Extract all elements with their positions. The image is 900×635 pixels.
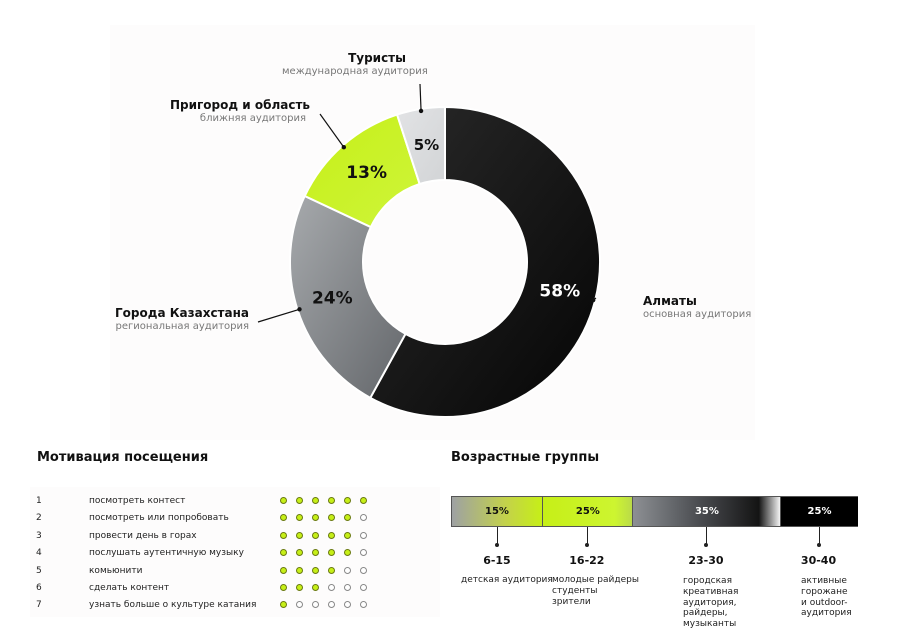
age-description-line: зрители bbox=[552, 596, 591, 607]
label-suburb bbox=[170, 98, 311, 126]
age-description-line: студенты bbox=[552, 585, 598, 596]
score-dot-filled bbox=[312, 584, 319, 591]
slice-subtitle: ближняя аудитория bbox=[199, 113, 306, 124]
slice-percent-label: 13% bbox=[346, 163, 387, 184]
age-description-line: райдеры, bbox=[683, 608, 728, 619]
score-dot-filled bbox=[344, 549, 351, 556]
donut-slices bbox=[290, 107, 600, 417]
age-range: 23-30 bbox=[688, 554, 724, 567]
motivation-number: 4 bbox=[36, 548, 42, 559]
age-percent: 25% bbox=[575, 506, 600, 517]
score-dot-empty bbox=[360, 549, 367, 556]
score-dot-filled bbox=[280, 549, 287, 556]
age-tick bbox=[497, 527, 498, 544]
score-dot-filled bbox=[296, 549, 303, 556]
score-dot-empty bbox=[328, 584, 335, 591]
age-description bbox=[801, 576, 852, 619]
age-description bbox=[683, 576, 738, 630]
score-dot-filled bbox=[328, 532, 335, 539]
age-description-line: и outdoor- bbox=[801, 597, 848, 608]
score-dot-filled bbox=[296, 514, 303, 521]
motivation-row bbox=[30, 546, 440, 562]
age-description-line: музыканты bbox=[683, 619, 737, 630]
score-dot-filled bbox=[312, 514, 319, 521]
motivation-text: сделать контент bbox=[89, 583, 170, 593]
motivation-number: 7 bbox=[36, 600, 42, 611]
score-dot-filled bbox=[296, 497, 303, 504]
leader-line bbox=[258, 309, 299, 322]
score-dot-filled bbox=[312, 497, 319, 504]
score-dot-filled bbox=[312, 549, 319, 556]
leader-dot bbox=[419, 109, 423, 113]
score-dot-empty bbox=[360, 567, 367, 574]
score-dot-filled bbox=[344, 532, 351, 539]
slice-percent-label: 5% bbox=[413, 135, 440, 154]
score-dot-filled bbox=[280, 584, 287, 591]
score-dot-empty bbox=[360, 584, 367, 591]
age-description-line: аудитория, bbox=[683, 597, 737, 608]
motivation-text: посмотреть контест bbox=[89, 496, 186, 506]
score-dot-empty bbox=[344, 584, 351, 591]
leader-dot bbox=[591, 298, 595, 302]
motivation-row bbox=[30, 511, 440, 527]
age-tick bbox=[587, 527, 588, 544]
age-tick bbox=[706, 527, 707, 544]
age-segment bbox=[780, 497, 858, 526]
score-dot-filled bbox=[296, 532, 303, 539]
leader-dot bbox=[297, 307, 301, 311]
score-dot-empty bbox=[360, 532, 367, 539]
motivation-text: посмотреть или попробовать bbox=[89, 513, 229, 524]
age-description bbox=[552, 575, 639, 607]
motivation-row bbox=[30, 581, 440, 597]
score-dot-empty bbox=[296, 601, 303, 608]
score-dot-filled bbox=[280, 601, 287, 608]
score-dot-filled bbox=[280, 567, 287, 574]
motivation-text: комьюнити bbox=[89, 565, 143, 576]
score-dot-empty bbox=[360, 514, 367, 521]
score-dot-empty bbox=[344, 601, 351, 608]
age-segment bbox=[632, 497, 781, 526]
motivation-row bbox=[30, 494, 440, 510]
motivation-number: 6 bbox=[36, 583, 42, 593]
age-description-line: детская аудитория bbox=[461, 575, 553, 585]
age-description-line: аудитория bbox=[801, 608, 852, 619]
age-percent: 25% bbox=[807, 506, 832, 517]
age-segment bbox=[542, 497, 633, 526]
leader-line bbox=[320, 114, 344, 147]
score-dot-empty bbox=[328, 601, 335, 608]
motivation-title: Мотивация посещения bbox=[37, 450, 209, 465]
slice-subtitle: региональная аудитория bbox=[115, 321, 249, 332]
motivation-number: 1 bbox=[36, 496, 42, 506]
age-description-line: горожане bbox=[801, 586, 848, 597]
motivation-row bbox=[30, 529, 440, 545]
score-dot-filled bbox=[344, 497, 351, 504]
score-dot-filled bbox=[280, 532, 287, 539]
score-dot-filled bbox=[280, 514, 287, 521]
age-description bbox=[461, 575, 553, 586]
age-percent: 35% bbox=[694, 506, 719, 517]
motivation-row bbox=[30, 564, 440, 580]
age-segment bbox=[452, 497, 542, 526]
score-dot-filled bbox=[328, 567, 335, 574]
age-groups-title: Возрастные группы bbox=[451, 450, 600, 465]
age-description-line: креативная bbox=[683, 586, 739, 597]
slice-title: Пригород и область bbox=[170, 98, 311, 112]
age-percent: 15% bbox=[484, 506, 509, 517]
age-tick-dot bbox=[817, 543, 821, 547]
slice-title: Алматы bbox=[643, 294, 697, 308]
slice-percent-label: 58% bbox=[539, 281, 581, 302]
score-dot-filled bbox=[280, 497, 287, 504]
score-dot-empty bbox=[312, 601, 319, 608]
age-description-line: молодые райдеры bbox=[552, 575, 639, 585]
score-dot-filled bbox=[312, 567, 319, 574]
score-dot-filled bbox=[328, 549, 335, 556]
leader-line bbox=[420, 84, 421, 111]
motivation-row bbox=[30, 598, 440, 614]
age-bar bbox=[451, 496, 858, 527]
slice-subtitle: основная аудитория bbox=[643, 309, 752, 320]
score-dot-filled bbox=[344, 514, 351, 521]
label-almaty bbox=[643, 294, 753, 322]
score-dot-filled bbox=[296, 584, 303, 591]
score-dot-filled bbox=[328, 514, 335, 521]
motivation-text: послушать аутентичную музыку bbox=[89, 548, 244, 559]
age-range: 30-40 bbox=[800, 554, 837, 567]
score-dot-filled bbox=[328, 497, 335, 504]
age-range: 6-15 bbox=[483, 554, 511, 567]
age-range: 16-22 bbox=[569, 554, 605, 567]
score-dot-filled bbox=[312, 532, 319, 539]
slice-title: Туристы bbox=[348, 51, 406, 65]
slice-title: Города Казахстана bbox=[115, 306, 249, 320]
score-dot-filled bbox=[360, 497, 367, 504]
leader-dot bbox=[342, 145, 346, 149]
age-tick bbox=[819, 527, 820, 544]
motivation-text: узнать больше о культуре катания bbox=[89, 600, 257, 611]
motivation-list bbox=[30, 487, 440, 617]
motivation-number: 3 bbox=[36, 530, 42, 541]
slice-percent-label: 24% bbox=[311, 288, 353, 309]
slice-subtitle: международная аудитория bbox=[282, 66, 428, 77]
label-tourists bbox=[282, 51, 428, 79]
motivation-number: 5 bbox=[36, 565, 42, 576]
motivation-number: 2 bbox=[36, 513, 42, 524]
age-description-line: городская bbox=[683, 576, 732, 586]
score-dot-filled bbox=[296, 567, 303, 574]
motivation-text: провести день в горах bbox=[89, 530, 197, 541]
score-dot-empty bbox=[360, 601, 367, 608]
score-dot-empty bbox=[344, 567, 351, 574]
age-description-line: активные bbox=[801, 576, 847, 586]
label-kz-cities bbox=[108, 306, 249, 334]
